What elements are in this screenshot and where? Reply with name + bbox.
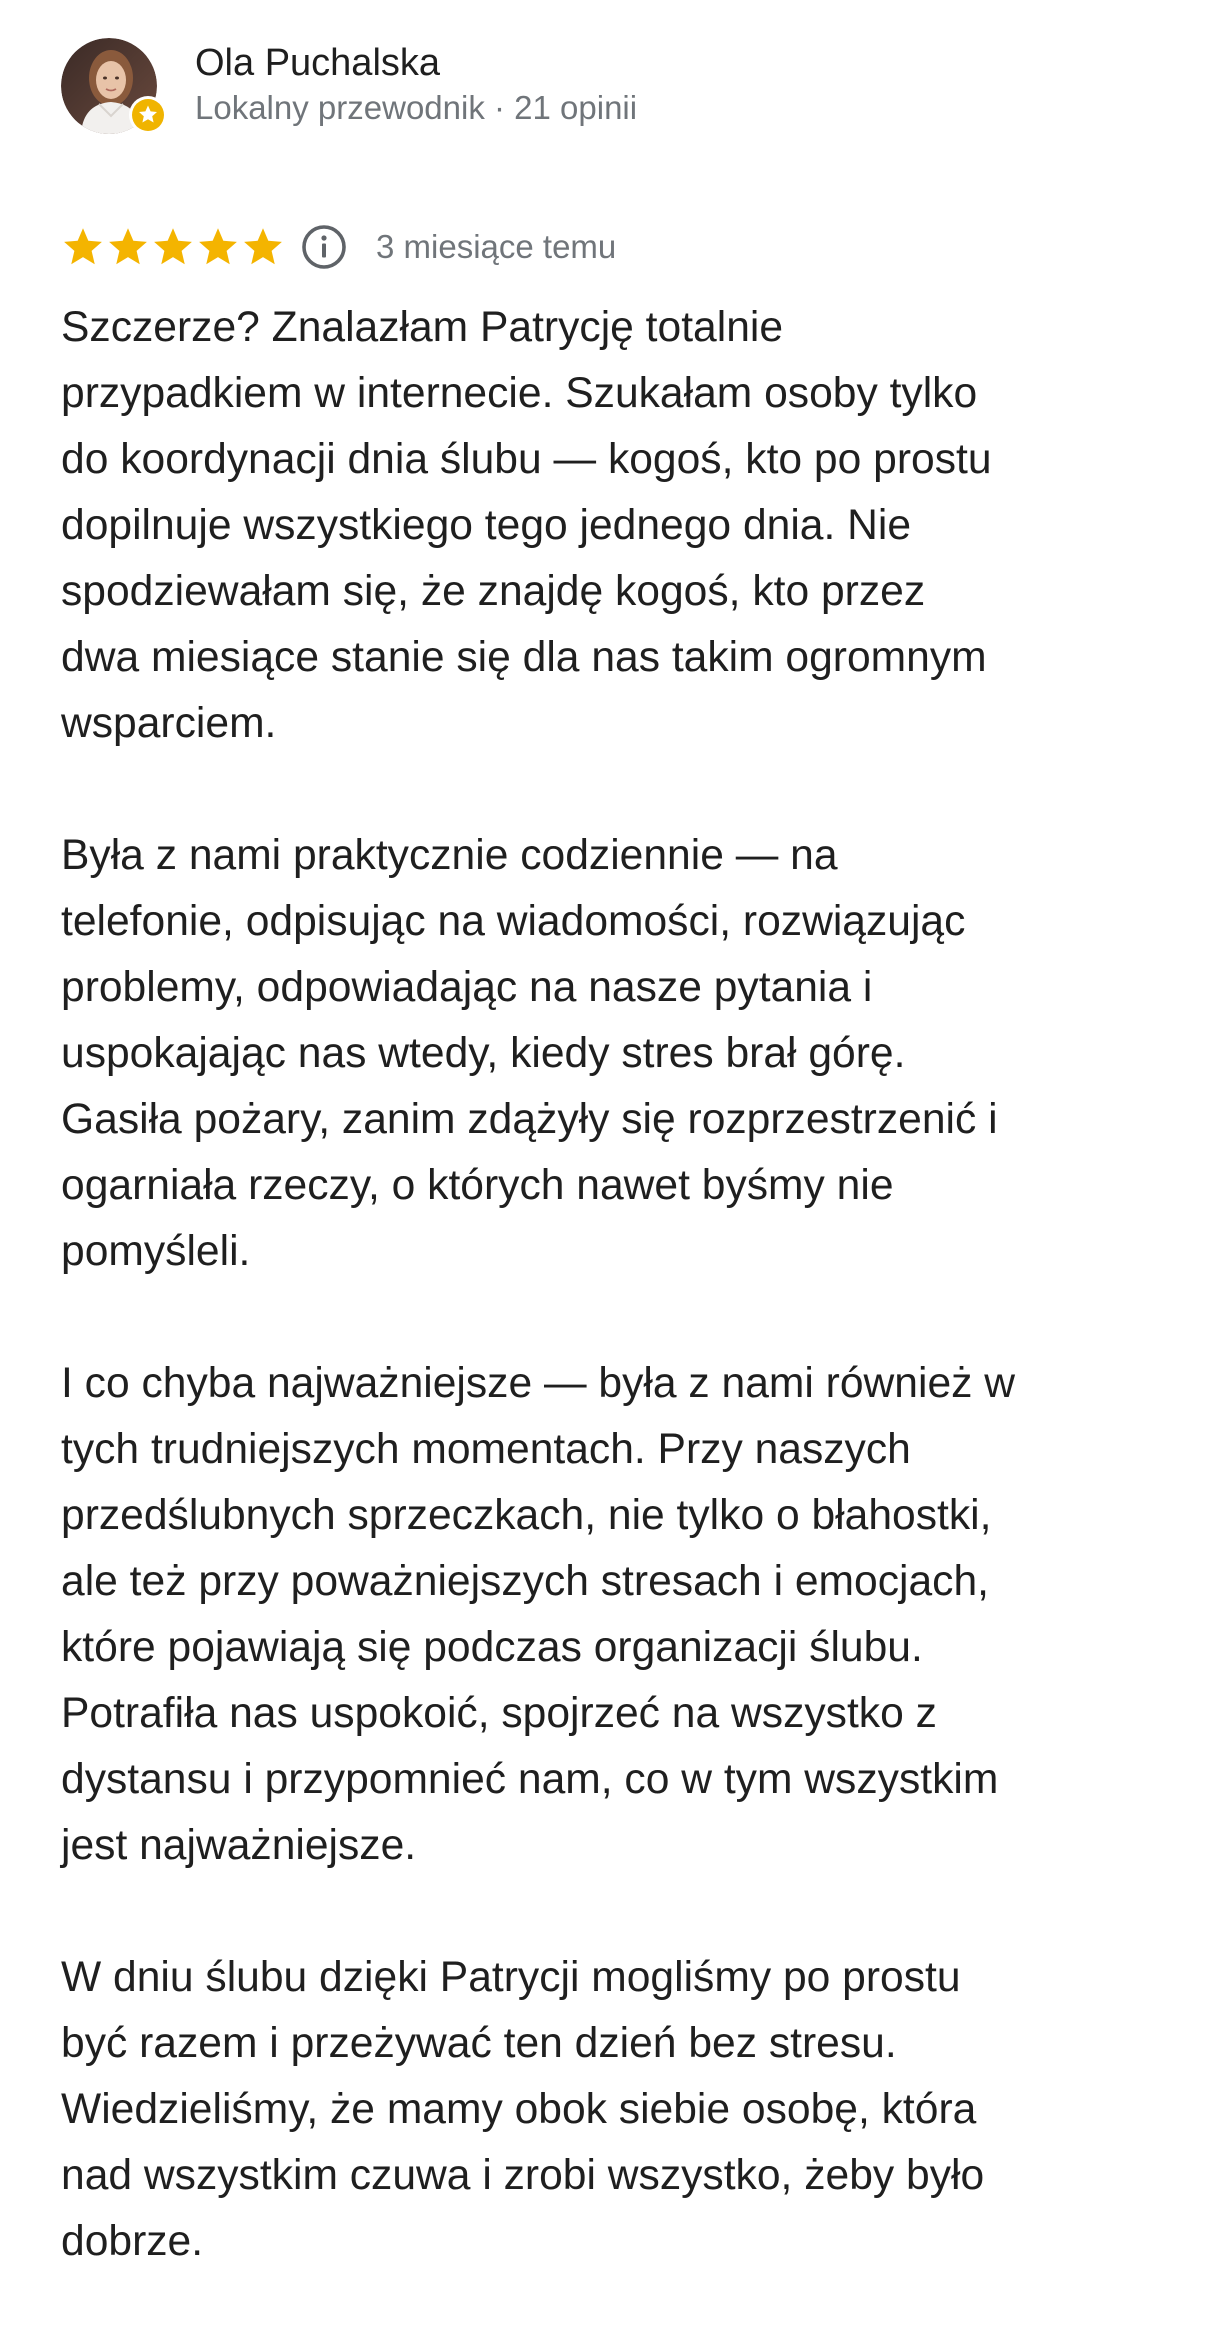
star-icon: [241, 225, 285, 269]
text-line: ale też przy poważniejszych stresach i emocjach,: [61, 1557, 989, 1605]
text-line: dopilnuje wszystkiego tego jednego dnia. Nie: [61, 501, 912, 549]
avatar-container[interactable]: [61, 38, 157, 134]
text-line: problemy, odpowiadając na nasze pytania i: [61, 963, 873, 1011]
text-line: do koordynacji dnia ślubu — kogoś, kto po prostu: [61, 435, 992, 483]
text-line: Szczerze? Znalazłam Patrycję totalnie: [61, 303, 784, 351]
text-line: I co chyba najważniejsze — była z nami również w: [61, 1359, 1016, 1407]
text-line: spodziewałam się, że znajdę kogoś, kto przez: [61, 567, 926, 615]
text-line: wsparciem.: [61, 699, 277, 747]
star-icon: [196, 225, 240, 269]
rating-row: [61, 222, 1171, 272]
text-line: Była z nami praktycznie codziennie — na: [61, 831, 838, 879]
review-paragraph-1: [61, 294, 1171, 756]
text-line: dobrze.: [61, 2217, 204, 2265]
text-line: ogarniała rzeczy, o których nawet byśmy nie: [61, 1161, 894, 1209]
text-line: pomyśleli.: [61, 1227, 251, 1275]
text-line: Wiedzieliśmy, że mamy obok siebie osobę, która: [61, 2085, 977, 2133]
text-line: telefonie, odpisując na wiadomości, rozwiązując: [61, 897, 966, 945]
author-info: [195, 38, 637, 130]
review-card: [61, 38, 1171, 2340]
text-line: które pojawiają się podczas organizacji ślubu.: [61, 1623, 923, 1671]
text-line: Gasiła pożary, zanim zdążyły się rozprzestrzenić i: [61, 1095, 998, 1143]
text-line: przypadkiem w internecie. Szukałam osoby tylko: [61, 369, 978, 417]
author-meta: Lokalny przewodnik · 21 opinii: [195, 89, 638, 126]
local-guide-badge: [129, 96, 167, 134]
review-paragraph-3: [61, 1350, 1171, 1878]
local-guide-star-icon: [131, 98, 165, 132]
review-paragraph-4: [61, 1944, 1171, 2274]
star-icon: [61, 225, 105, 269]
text-line: być razem i przeżywać ten dzień bez stresu.: [61, 2019, 897, 2067]
star-icon: [151, 225, 195, 269]
review-date: 3 miesiące temu: [376, 228, 617, 265]
text-line: przedślubnych sprzeczkach, nie tylko o błahostki,: [61, 1491, 992, 1539]
info-icon[interactable]: [300, 223, 348, 271]
text-line: Potrafiła nas uspokoić, spojrzeć na wszystko z: [61, 1689, 937, 1737]
text-line: jest najważniejsze.: [61, 1821, 417, 1869]
star-rating: [61, 225, 286, 269]
review-paragraph-2: [61, 822, 1171, 1284]
text-line: dystansu i przypomnieć nam, co w tym wszystkim: [61, 1755, 999, 1803]
author-name[interactable]: Ola Puchalska: [195, 42, 441, 84]
star-icon: [106, 225, 150, 269]
text-line: uspokajając nas wtedy, kiedy stres brał górę.: [61, 1029, 906, 1077]
text-line: dwa miesiące stanie się dla nas takim ogromnym: [61, 633, 987, 681]
review-header: [61, 38, 1171, 138]
review-text: [61, 294, 1171, 2274]
text-line: nad wszystkim czuwa i zrobi wszystko, żeby było: [61, 2151, 985, 2199]
text-line: tych trudniejszych momentach. Przy naszych: [61, 1425, 911, 1473]
text-line: W dniu ślubu dzięki Patrycji mogliśmy po prostu: [61, 1953, 961, 2001]
